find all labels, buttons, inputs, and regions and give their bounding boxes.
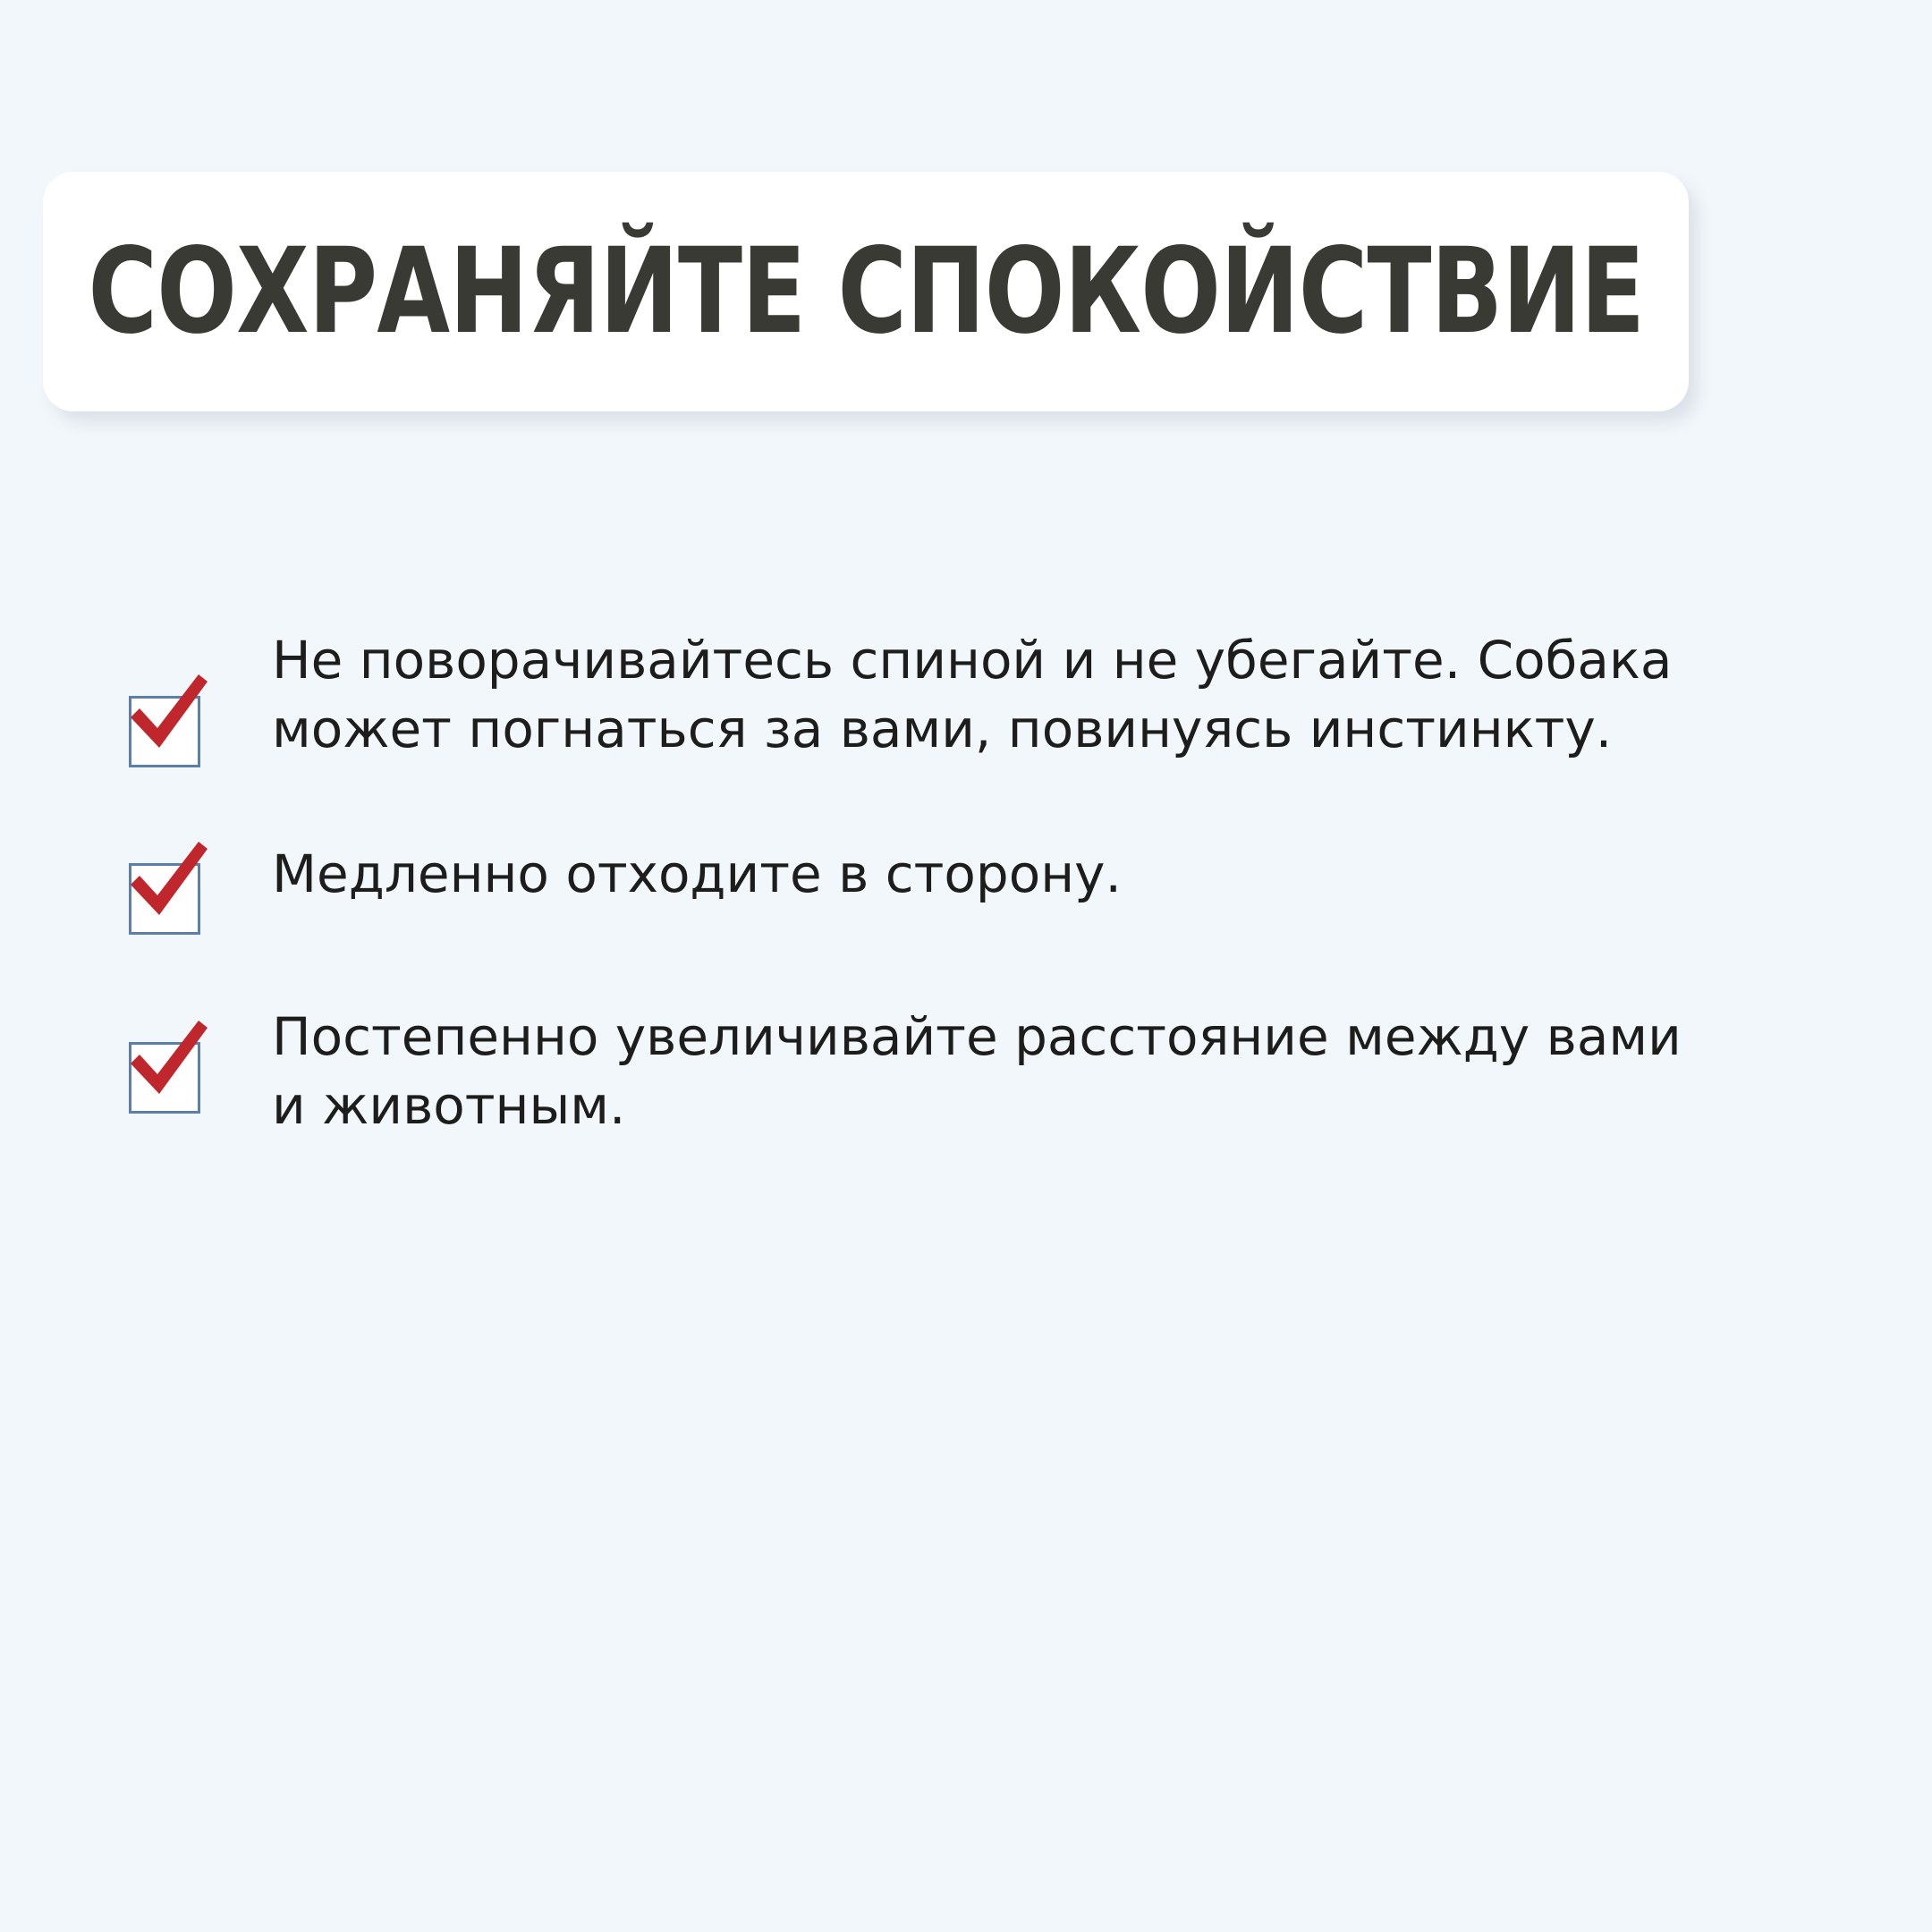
list-item-text: Медленно отходите в сторону. <box>272 843 1122 905</box>
list-item-text: Постепенно увеличивайте расстояние между вами и животным. <box>272 1006 1682 1136</box>
check-icon <box>125 673 211 758</box>
check-icon <box>125 840 211 926</box>
checkbox-checked[interactable] <box>125 1019 211 1105</box>
list-item-text: Не поворачивайтесь спиной и не убегайте. Собака может погнаться за вами, повинуясь инстинкту. <box>272 630 1673 759</box>
page-title: СОХРАНЯЙТЕ СПОКОЙСТВИЕ <box>88 223 1644 360</box>
checkbox-checked[interactable] <box>125 673 211 758</box>
checklist <box>125 626 1771 1140</box>
check-icon <box>125 1019 211 1105</box>
checkbox-checked[interactable] <box>125 840 211 926</box>
list-item <box>125 626 1771 763</box>
title-card <box>43 172 1689 411</box>
list-item <box>125 1003 1771 1140</box>
list-item <box>125 840 1771 926</box>
